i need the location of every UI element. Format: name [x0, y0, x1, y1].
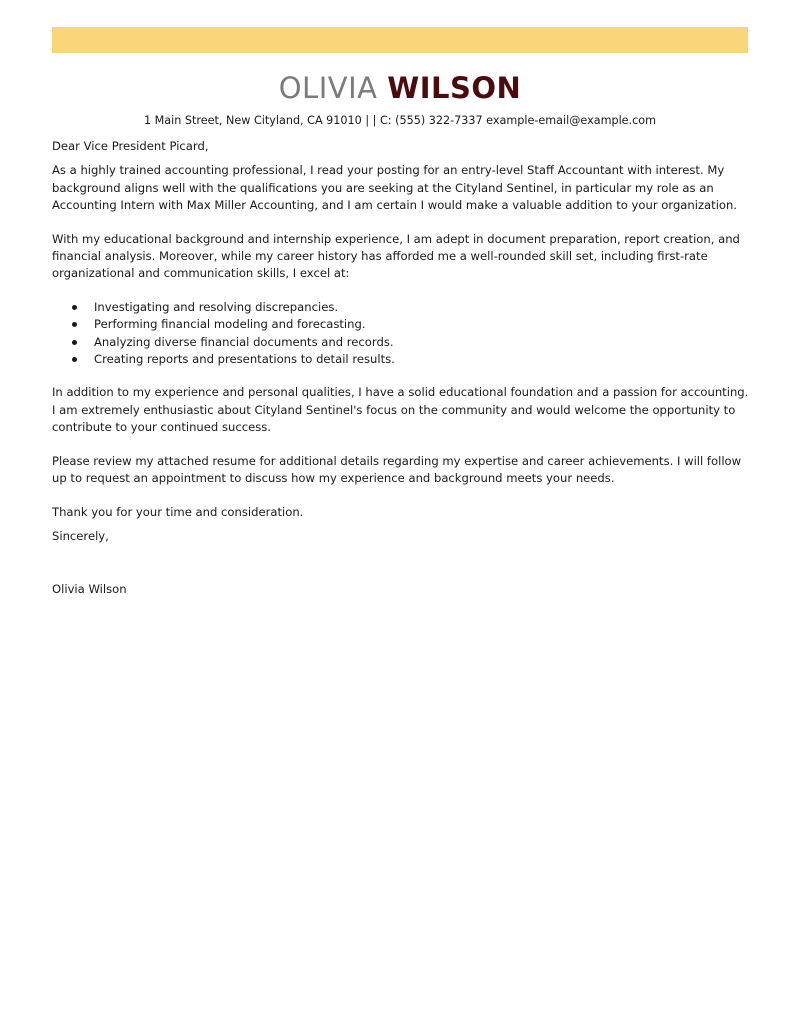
- list-item: Analyzing diverse financial documents and records.: [94, 334, 752, 351]
- greeting: Dear Vice President Picard,: [52, 139, 209, 153]
- paragraph-skills-intro: With my educational background and internship experience, I am adept in document preparation, report creation, and financial analysis. Moreover, while my career history has afforded me a well-rounded skill set, including first-rate organizational and communication skills, I excel at:: [52, 231, 740, 281]
- bullet-icon: [72, 340, 77, 345]
- bullet-icon: [72, 322, 77, 327]
- thanks-line: Thank you for your time and consideration.: [52, 504, 304, 519]
- last-name: WILSON: [387, 71, 522, 105]
- paragraph-intro: As a highly trained accounting professional, I read your posting for an entry-level Staff Accountant with interest. My background aligns well with the qualifications you are seeking at the Cityland Sentinel, in particular my role as an Accounting Intern with Max Miller Accounting, and I am certain I would make a valuable addition to your organization.: [52, 163, 738, 212]
- list-item: Creating reports and presentations to detail results.: [94, 351, 752, 368]
- skills-list: [52, 299, 752, 368]
- applicant-name: [0, 70, 800, 106]
- letter-body: [52, 138, 752, 615]
- bullet-icon: [72, 357, 77, 362]
- contact-info: 1 Main Street, New Cityland, CA 91010 | | C: (555) 322-7337 example-email@example.com: [143, 114, 657, 127]
- paragraph-follow-up: Please review my attached resume for additional details regarding my expertise and career achievements. I will follow up to request an appointment to discuss how my experience and background meets your needs.: [52, 453, 742, 485]
- header-accent-bar: [52, 27, 748, 53]
- sign-off: Sincerely,: [52, 529, 109, 544]
- paragraph-qualities: In addition to my experience and personal qualities, I have a solid educational foundation and a passion for accounting. I am extremely enthusiastic about Cityland Sentinel's focus on the community and would welcome the opportunity to contribute to your continued success.: [52, 385, 749, 434]
- first-name: OLIVIA: [278, 71, 378, 105]
- list-item: Performing financial modeling and forecasting.: [94, 316, 752, 333]
- list-item: Investigating and resolving discrepancies.: [94, 299, 752, 316]
- bullet-icon: [72, 305, 77, 310]
- signature: Olivia Wilson: [52, 582, 127, 597]
